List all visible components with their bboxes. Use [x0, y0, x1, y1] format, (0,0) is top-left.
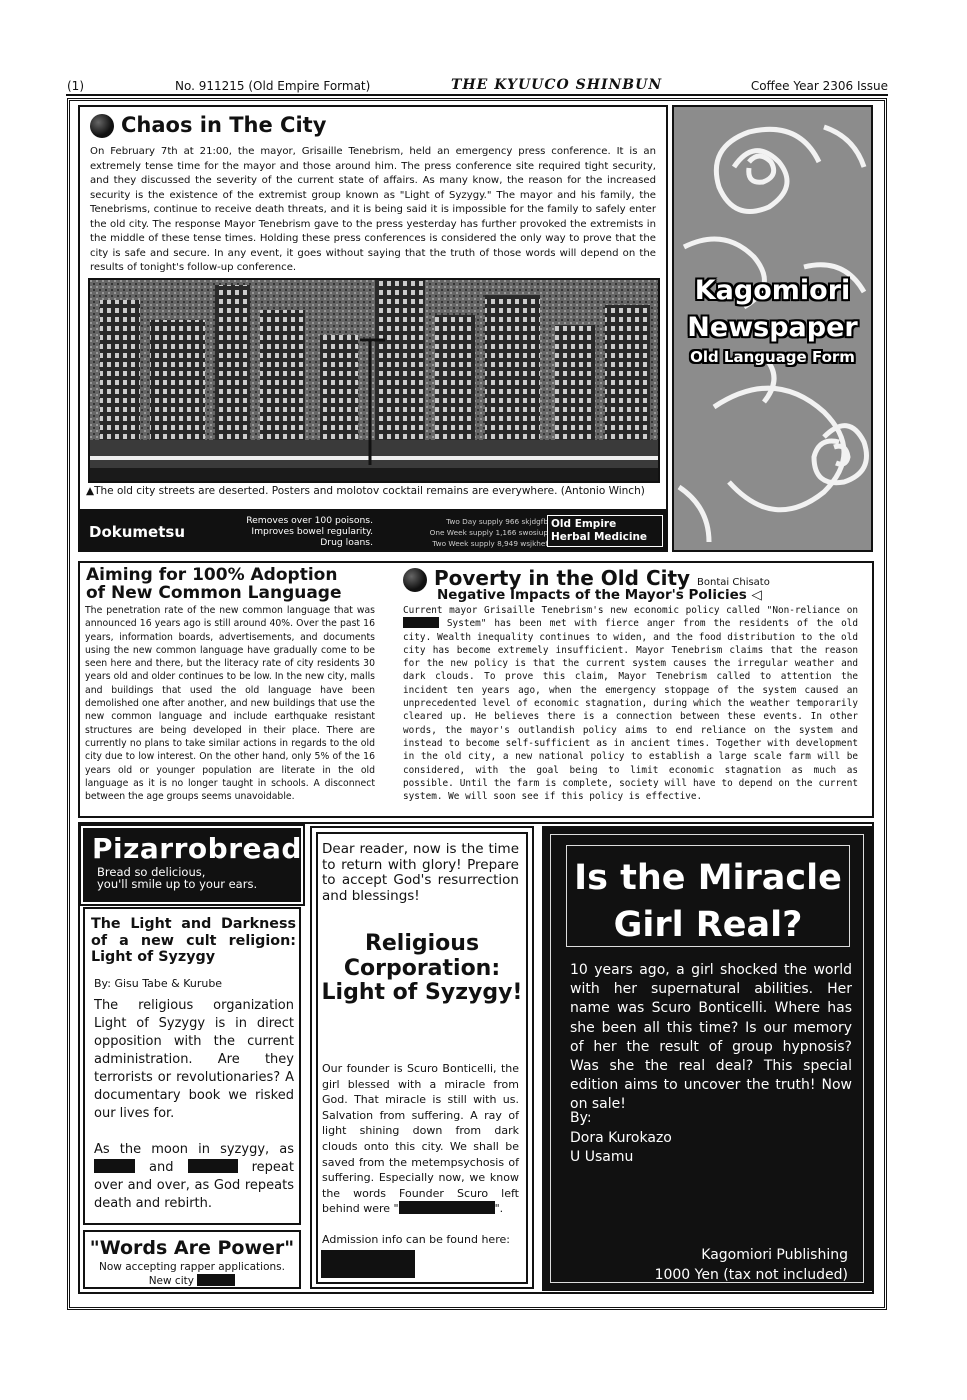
- adoption-body: The penetration rate of the new common language that was announced 16 years ago is still around 40%. Over the past 16 years, information boards, advertisements, and documents using the new common language have gradually come to be seen here and there, but the literacy rate of city residents 30 years old and older continues to be low. In the new city, malls and buildings that used the old language have been demolished one after another, and new buildings that use the new common language and include earthquake resistant structures are being developed in their place. There are currently no plans to take similar actions in regards to the old city due to low interest. On the other hand, only 5% of the 16 years old or younger population are literate in the old language as it is no longer taught in schools. A disconnect between the age groups seems unavoidable.: [85, 605, 375, 803]
- cult-book-ad: [83, 907, 301, 1225]
- poverty-subheadline: Negative Impacts of the Mayor's Policies ◁: [437, 587, 762, 603]
- miracle-girl-ad: [542, 826, 872, 1291]
- redaction: [197, 1274, 235, 1286]
- redaction: [188, 1159, 238, 1173]
- religious-intro: Dear reader, now is the time to return with glory! Prepare to accept God's resurrection and blessings!: [322, 841, 519, 904]
- cityscape-photo: [88, 278, 660, 483]
- side-title-1: Kagomiori: [694, 275, 851, 306]
- redaction: [399, 1201, 495, 1214]
- issue-number: No. 911215 (Old Empire Format): [175, 79, 371, 93]
- side-subtitle: Old Language Form: [690, 348, 855, 366]
- miracle-authors: By: Dora Kurokazo U Usamu: [570, 1110, 672, 1165]
- issue-date: Coffee Year 2306 Issue: [750, 79, 888, 93]
- ad-supply-prices: Two Day supply 966 skjdgfb One Week supply 1,166 swosiup Two Week supply 8,949 wsjkhef: [429, 517, 548, 548]
- cult-book-headline: The Light and Darkness of a new cult religion: Light of Syzygy: [91, 916, 296, 965]
- newspaper-brand: THE KYUUCO SHINBUN: [451, 77, 663, 93]
- miracle-publisher: Kagomiori Publishing 1000 Yen (tax not included): [654, 1247, 848, 1283]
- article-headline: Chaos in The City: [90, 113, 326, 138]
- cult-book-byline: By: Gisu Tabe & Kurube: [94, 977, 223, 990]
- miracle-title: Is the Miracle Girl Real?: [574, 858, 842, 945]
- admission-info: Admission info can be found here:: [322, 1233, 510, 1246]
- redaction: [94, 1159, 135, 1173]
- masthead: [66, 78, 888, 96]
- cityscape-illustration: [90, 280, 658, 481]
- pizarrobread-ad: [83, 828, 301, 902]
- dokumetsu-ad: [79, 509, 667, 551]
- cult-book-body: The religious organization Light of Syzygy is in direct opposition with the current administration. Are they terrorists or revolutionaries? A documentary book we risked our lives for.: [94, 998, 294, 1121]
- poverty-headline: Poverty in the Old City Bontai Chisato: [403, 566, 770, 592]
- ad-herbal-label: Old Empire Herbal Medicine: [547, 515, 663, 547]
- bullet-icon: [403, 568, 427, 592]
- adoption-headline: Aiming for 100% Adoption of New Common Language: [86, 565, 342, 603]
- admission-redaction: [321, 1250, 415, 1278]
- religious-title: Religious Corporation: Light of Syzygy!: [321, 931, 523, 1005]
- bullet-icon: [90, 114, 114, 138]
- words-subtitle: Now accepting rapper applications. New city: [99, 1261, 285, 1287]
- page-number: (1): [67, 79, 84, 93]
- poverty-body: Current mayor Grisaille Tenebrism's new economic policy called "Non-reliance on System" has been met with fierce anger from the residents of the old city. Wealth inequality continues to widen, and the food distribution to the old city has become extremely insufficient. Mayor Tenebrism claims that the reason for the new policy is that the current system causes the irregular weather and dark clouds. To prove this claim, Mayor Tenebrism called to attention the incident ten years ago, when the emergency stoppage of the system caused an unprecedented level of economic stagnation, during which the weather temporarily cleared up. He believes there is a connection between these events. In other words, the mayor's outlandish policy aims to end reliance on the system and instead to become self-sufficient as in ancient times. Together with development in the old city, a new national policy to establish a large scale farm will be considered, with the goal being to limit economic stagnation as much as possible. Until the farm is complete, society will have to depend on the current system. We will soon see if this policy is effective.: [403, 605, 858, 803]
- miracle-body: 10 years ago, a girl shocked the world with her supernatural abilities. Her name was Scuro Bonticelli. Where has she been all this time? Is our memory of her the result of group hypnosis? Was she the real deal? This special edition aims to uncover the truth! Now on sale!: [570, 962, 852, 1113]
- words-title: "Words Are Power": [89, 1237, 295, 1259]
- side-title-2: Newspaper: [687, 312, 858, 343]
- photo-caption: ▲The old city streets are deserted. Posters and molotov cocktail remains are everywhere. (Antonio Winch): [86, 485, 645, 497]
- ad-product-name: Dokumetsu: [89, 523, 185, 541]
- religious-founder-text: Our founder is Scuro Bonticelli, the girl blessed with a miracle from God. That miracle is still with us. Salvation from suffering. A ray of light shining down from dark clouds onto this city. We shall be saved from the metempsychosis of suffering. Especially now, we know the words Founder Scuro left behind were " ".: [322, 1062, 519, 1216]
- bread-slogan: Bread so delicious, you'll smile up to your ears.: [97, 865, 258, 891]
- kagomiori-side-panel: [672, 105, 873, 552]
- redaction: [403, 617, 439, 628]
- article-body: On February 7th at 21:00, the mayor, Grisaille Tenebrism, held an emergency press conference. It is an extremely tense time for the mayor and those around him. The press conference site required tight security, and they discussed the severity of the current state of affairs. As many know, the reason for the increased security is the existence of the extremist group known as "Light of Syzygy." The mayor and his family, the Tenebrisms, continue to receive death threats, and it is being said it is impossible for the family to safely enter the old city. The response Mayor Tenebrism gave to the press yesterday has further provoked the extremists in the middle of these tense times. Holding these press conferences is considered the only way to prove that the city is safe and secure. In any event, it goes without saying that the truth of those words will depend on the results of tonight's follow-up conference.: [90, 146, 656, 274]
- bread-title: Pizarrobread: [92, 832, 302, 865]
- poverty-byline: Bontai Chisato: [697, 577, 770, 588]
- ad-claims: Removes over 100 poisons. Improves bowel regularity. Drug loans.: [246, 515, 373, 548]
- cult-book-poem: As the moon in syzygy, as and repeat over and over, as God repeats death and rebirth.: [94, 1142, 294, 1211]
- words-are-power-ad: [83, 1230, 301, 1289]
